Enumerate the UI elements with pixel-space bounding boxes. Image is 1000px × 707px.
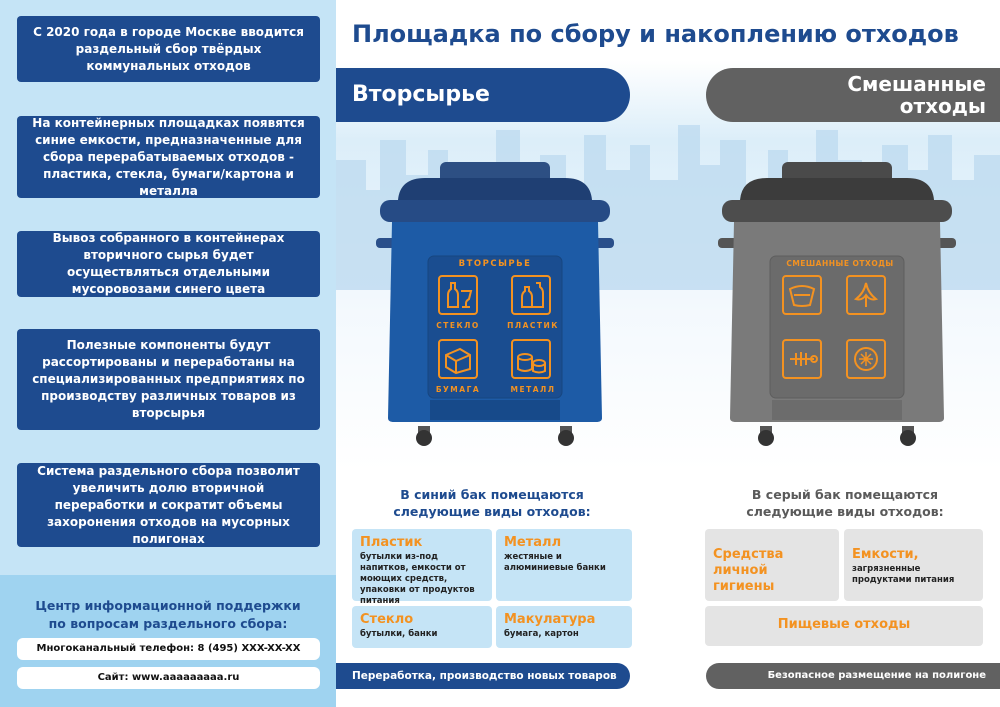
banana-peel-icon [846, 275, 886, 315]
paper-icon [438, 339, 478, 379]
paper-label: БУМАГА [435, 385, 481, 394]
phone-pill: Многоканальный телефон: 8 (495) XXX-XX-XX [17, 638, 320, 660]
mixed-footer: Безопасное размещение на полигоне [706, 663, 1000, 689]
gray-bin [712, 160, 962, 450]
card-food-waste: Пищевые отходы [705, 606, 983, 646]
food-waste-icon [846, 339, 886, 379]
card-glass: Стекло бутылки, банки [352, 606, 492, 648]
card-paper: Макулатура бумага, картон [496, 606, 632, 648]
card-metal: Металл жестяные и алюминиевые банки [496, 529, 632, 601]
info-box-3: Вывоз собранного в контейнерах вторичного сырья будет осуществляться отдельными мусоровозами синего цвета [17, 231, 320, 297]
blue-bin [370, 160, 620, 450]
metal-label: МЕТАЛЛ [510, 385, 556, 394]
glass-label: СТЕКЛО [436, 321, 480, 330]
plastic-icon [511, 275, 551, 315]
card-plastic: Пластик бутылки из-под напитков, емкости от моющих средств, упаковки от продуктов питания [352, 529, 492, 601]
info-box-2: На контейнерных площадках появятся синие емкости, предназначенные для сбора перерабатываемых отходов - пластика, стекла, бумаги/картона и металла [17, 116, 320, 198]
recyclable-footer: Переработка, производство новых товаров [336, 663, 630, 689]
page-title: Площадка по сбору и накоплению отходов [352, 20, 959, 48]
info-box-5: Система раздельного сбора позволит увеличить долю вторичной переработки и сократит объемы захоронения отходов на мусорных полигонах [17, 463, 320, 547]
support-title: Центр информационной поддержки по вопросам раздельного сбора: [35, 598, 301, 631]
mixed-band: Смешанные отходы [706, 68, 1000, 122]
left-info-column [0, 0, 336, 707]
site-pill: Сайт: www.aaaaaaaaa.ru [17, 667, 320, 689]
plastic-label: ПЛАСТИК [507, 321, 559, 330]
recyclable-band: Вторсырье [336, 68, 630, 122]
metal-icon [511, 339, 551, 379]
support-panel [0, 575, 336, 707]
fish-bone-icon [782, 339, 822, 379]
glass-icon [438, 275, 478, 315]
info-box-1: С 2020 года в городе Москве вводится раздельный сбор твёрдых коммунальных отходов [17, 16, 320, 82]
diaper-icon [782, 275, 822, 315]
card-hygiene: Средства личной гигиены [705, 529, 839, 601]
gray-sub-head: В серый бак помещаются следующие виды отходов: [746, 487, 944, 519]
gray-bin-label: СМЕШАННЫЕ ОТХОДЫ [786, 259, 894, 268]
card-containers: Емкости, загрязненные продуктами питания [844, 529, 983, 601]
info-box-4: Полезные компоненты будут рассортированы и переработаны на специализированных предприятиях по производству различных товаров из вторсырья [17, 329, 320, 430]
blue-bin-label: ВТОРСЫРЬЕ [458, 259, 532, 269]
blue-sub-head: В синий бак помещаются следующие виды отходов: [393, 487, 591, 519]
